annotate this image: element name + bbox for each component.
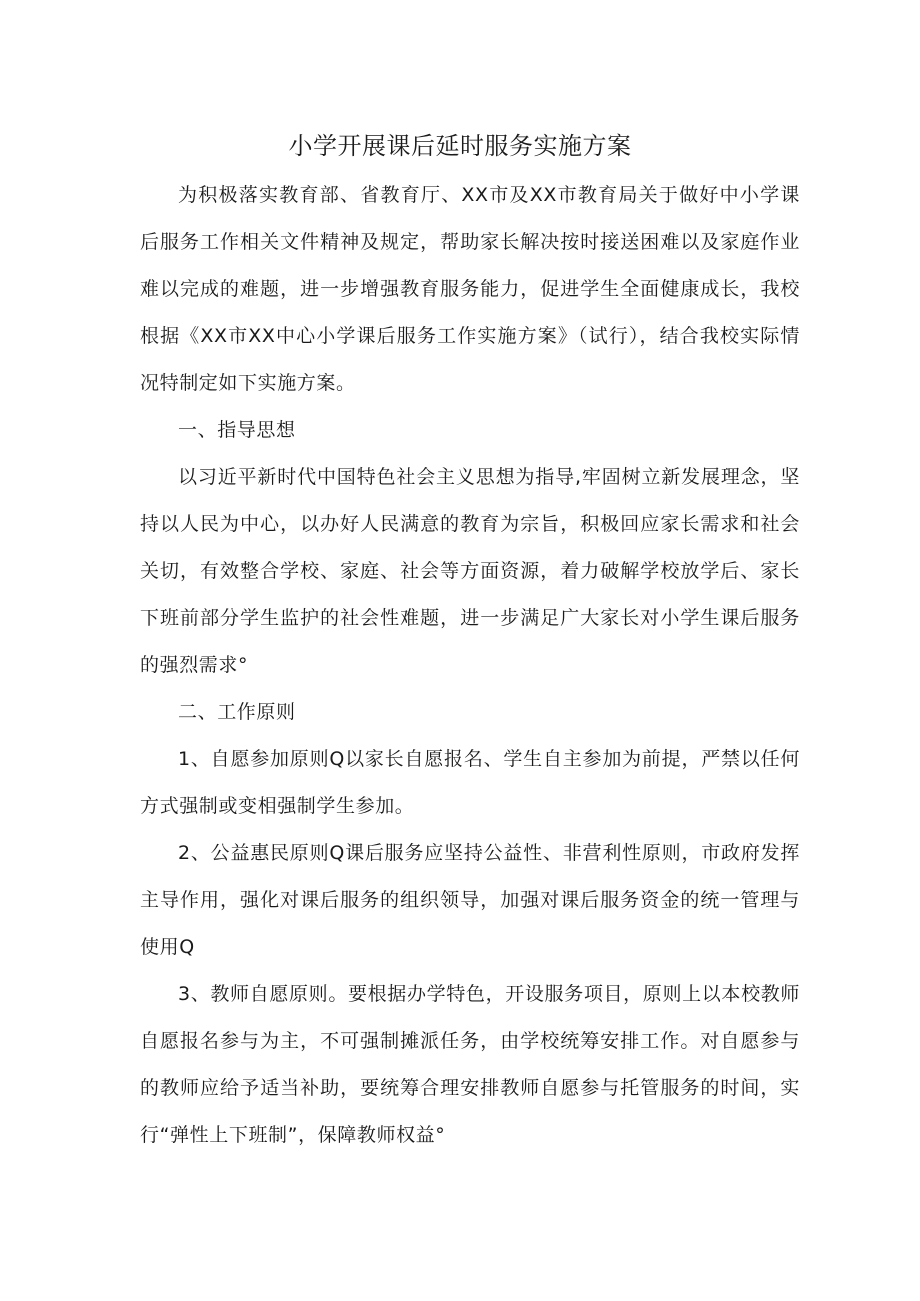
section-heading-working-principles: 二、工作原则 (178, 701, 296, 723)
guiding-ideology-paragraph: 以习近平新时代中国特色社会主义思想为指导,牢固树立新发展理念，坚持以人民为中心，以办好人民满意的教育为宗旨，积极回应家长需求和社会关切，有效整合学校、家庭、社会等方面资源，着力破解学校放学后、家长下班前部分学生监护的社会性难题，进一步满足广大家长对小学生课后服务的强烈需求° (140, 466, 800, 676)
principle-voluntary-participation: 1、自愿参加原则Q以家长自愿报名、学生自主参加为前提，严禁以任何方式强制或变相强制学生参加。 (140, 748, 800, 817)
principle-teacher-voluntary: 3、教师自愿原则。要根据办学特色，开设服务项目，原则上以本校教师自愿报名参与为主，不可强制摊派任务，由学校统筹安排工作。对自愿参与的教师应给予适当补助，要统筹合理安排教师自愿参与托管服务的时间，实行“弹性上下班制”，保障教师权益° (140, 983, 800, 1146)
section-heading-guiding-ideology: 一、指导思想 (178, 419, 296, 441)
document-title: 小学开展课后延时服务实施方案 (288, 132, 632, 160)
intro-paragraph: 为积极落实教育部、省教育厅、XX市及XX市教育局关于做好中小学课后服务工作相关文件精神及规定，帮助家长解决按时接送困难以及家庭作业难以完成的难题，进一步增强教育服务能力，促进学生全面健康成长，我校根据《XX市XX中心小学课后服务工作实施方案》（试行），结合我校实际情况特制定如下实施方案。 (140, 184, 800, 394)
principle-public-welfare: 2、公益惠民原则Q课后服务应坚持公益性、非营利性原则，市政府发挥主导作用，强化对课后服务的组织领导，加强对课后服务资金的统一管理与使用Q (140, 842, 800, 958)
document-body (140, 172, 800, 1159)
